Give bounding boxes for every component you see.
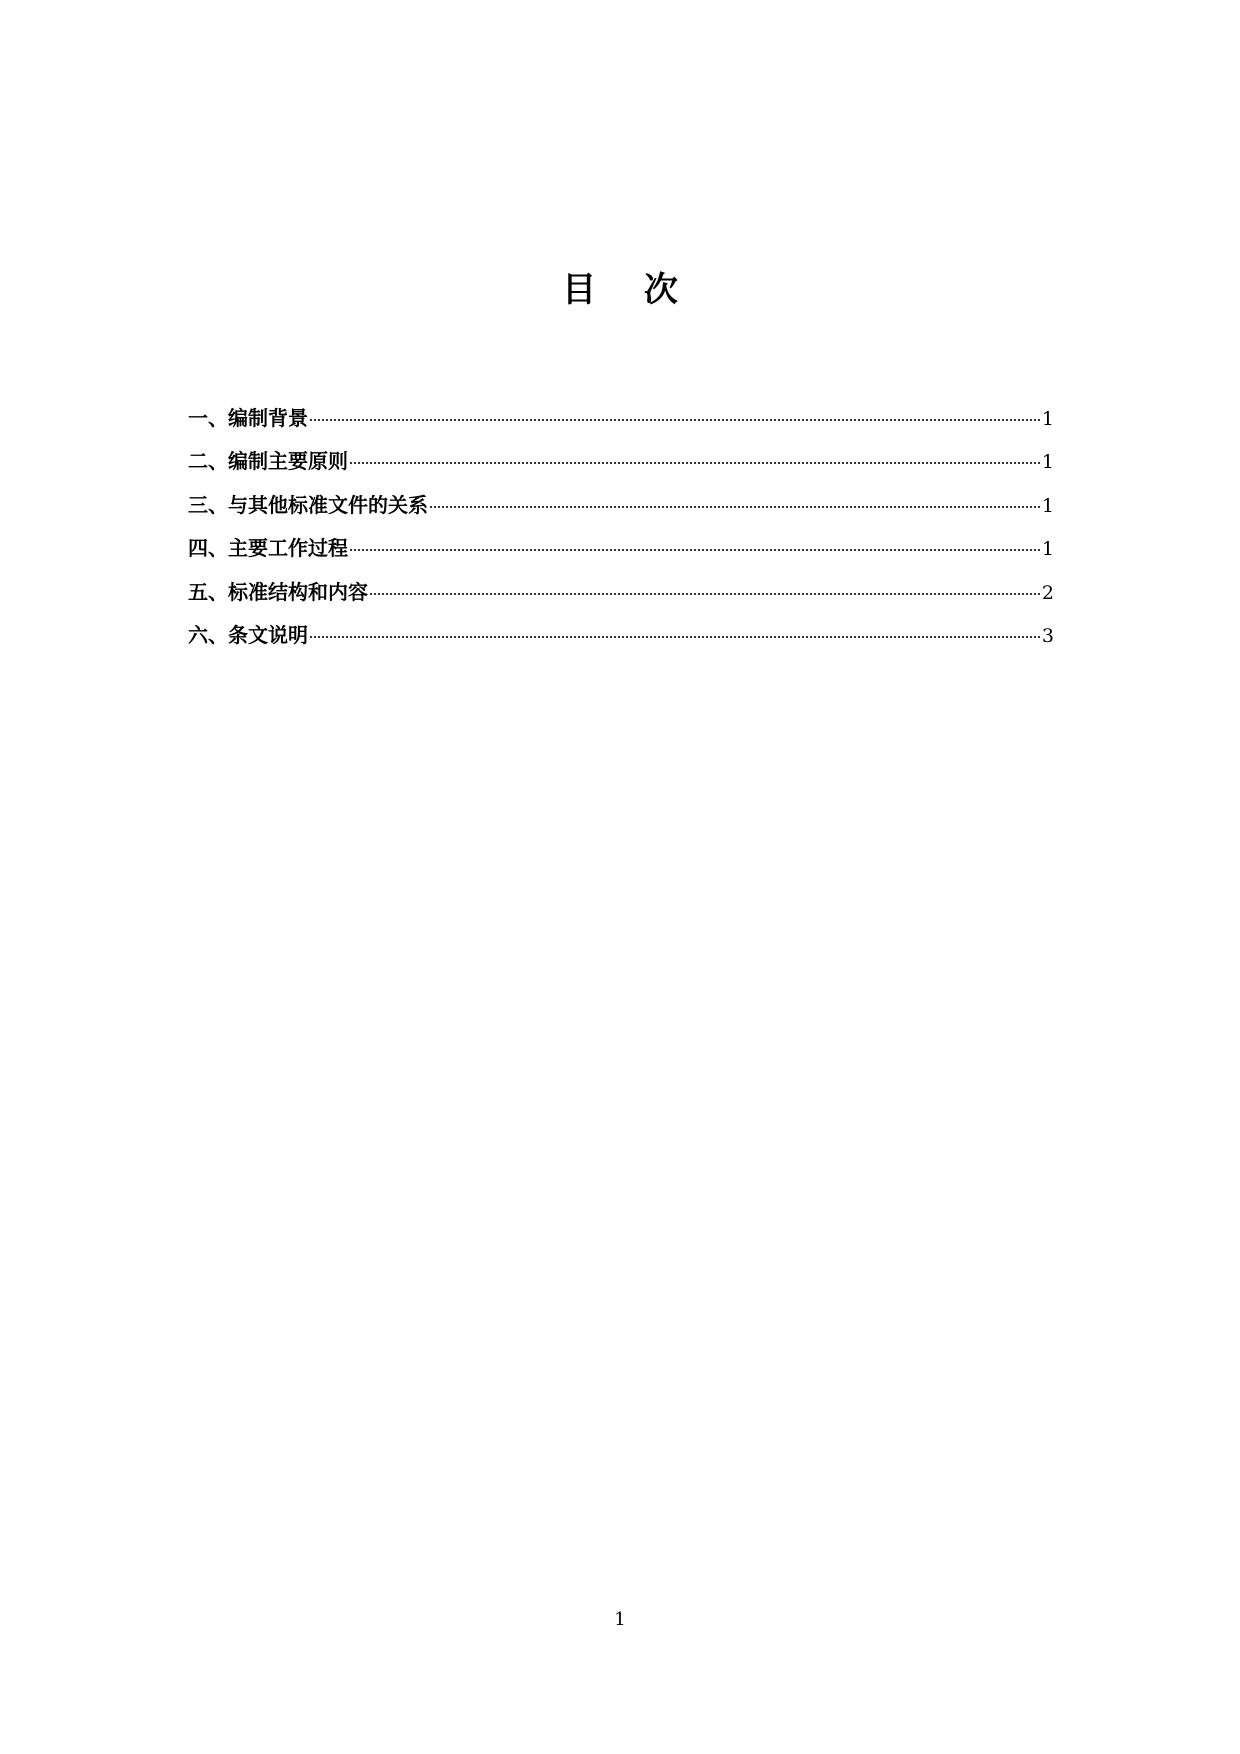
toc-dot-leader <box>310 419 1040 421</box>
toc-entry-page: 1 <box>1041 408 1054 430</box>
toc-entry-label: 五、标准结构和内容 <box>188 579 368 604</box>
toc-entry-relations[interactable] <box>188 491 1054 534</box>
toc-entry-page: 1 <box>1041 451 1054 474</box>
toc-dot-leader <box>310 636 1040 638</box>
page-number: 1 <box>614 1609 626 1630</box>
toc-entry-page: 1 <box>1041 494 1054 517</box>
toc-entry-structure[interactable] <box>188 578 1054 621</box>
toc-entry-clause-notes[interactable] <box>188 621 1054 664</box>
toc-entry-label: 三、与其他标准文件的关系 <box>188 492 428 517</box>
toc-entry-label: 四、主要工作过程 <box>188 536 348 561</box>
toc-title: 目 次 <box>562 270 696 310</box>
toc-entry-page: 1 <box>1041 538 1054 561</box>
toc-entry-work-process[interactable] <box>188 534 1054 577</box>
toc-dot-leader <box>370 593 1040 595</box>
toc-entry-label: 六、条文说明 <box>188 622 308 647</box>
toc-entry-page: 2 <box>1041 581 1054 604</box>
toc-entry-label: 一、编制背景 <box>188 406 308 430</box>
toc-entry-label: 二、编制主要原则 <box>188 449 348 474</box>
toc-dot-leader <box>430 506 1040 508</box>
toc-entry-background[interactable] <box>188 404 1054 447</box>
toc-dot-leader <box>350 549 1040 551</box>
toc-dot-leader <box>350 462 1040 464</box>
toc-entry-principles[interactable] <box>188 447 1054 490</box>
toc-list <box>188 404 1054 664</box>
toc-entry-page: 3 <box>1041 624 1054 647</box>
